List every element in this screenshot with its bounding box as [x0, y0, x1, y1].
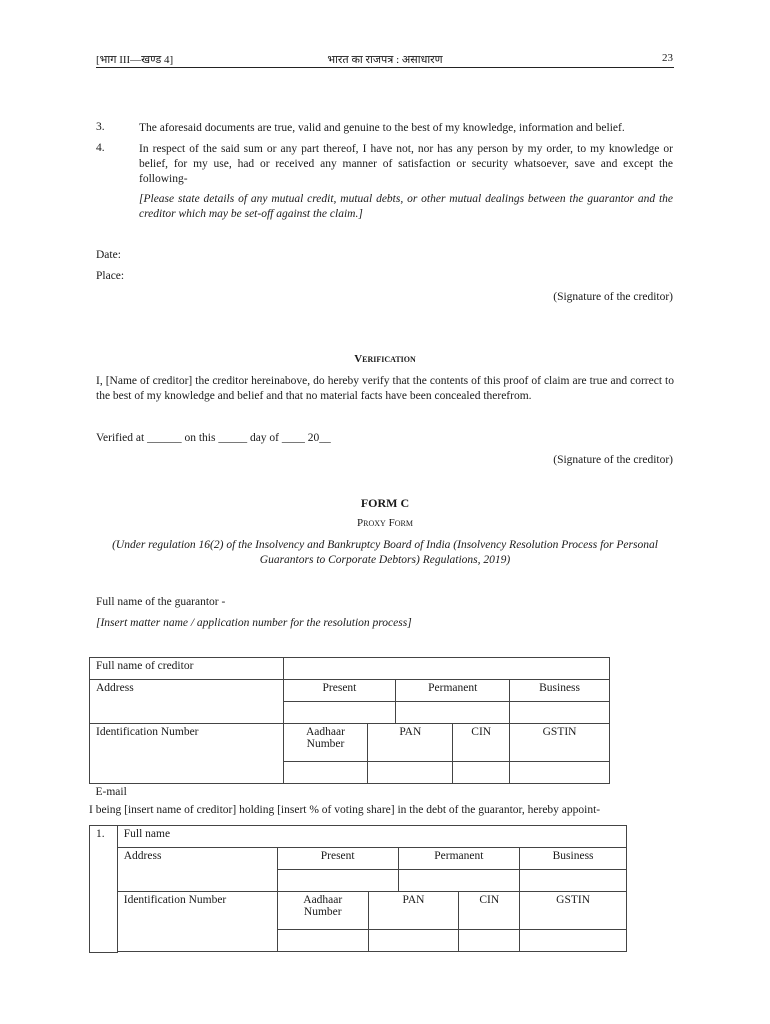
- verified-line: Verified at ______ on this _____ day of ____ 20__: [96, 432, 331, 444]
- proxy-cin-label: CIN: [459, 892, 520, 930]
- guarantor-label: Full name of the guarantor -: [96, 596, 226, 608]
- form-regulation: (Under regulation 16(2) of the Insolvency and Bankruptcy Board of India (Insolvency Resolution Process for Personal Guarantors to Corporate Debtors) Regulations, 2019): [112, 539, 658, 566]
- item-number: 4.: [96, 142, 105, 154]
- present-label: Present: [283, 680, 396, 702]
- date-label: Date:: [96, 249, 121, 261]
- proxy-permanent-field[interactable]: [398, 870, 520, 892]
- business-label: Business: [510, 680, 610, 702]
- item-text: In respect of the said sum or any part thereof, I have not, nor has any person by my order, to my knowledge or belief, for my use, had or received any manner of satisfaction or security whatsoever, save and except the following-: [139, 143, 673, 185]
- proxy-row-number: 1.: [90, 826, 118, 953]
- header-gazette-title: भारत का राजपत्र : असाधारण: [327, 54, 443, 66]
- proxy-permanent-label: Permanent: [398, 848, 520, 870]
- form-subtitle: Proxy Form: [357, 517, 413, 529]
- creditor-name-label: Full name of creditor: [90, 658, 284, 680]
- pan-field[interactable]: [368, 762, 453, 784]
- address-label: Address: [90, 680, 284, 724]
- header-rule: [96, 67, 674, 68]
- aadhaar-label: Aadhaar Number: [283, 724, 368, 762]
- gstin-field[interactable]: [510, 762, 610, 784]
- proxy-details-table: [89, 825, 627, 953]
- email-label: E-mail: [90, 784, 610, 804]
- proxy-present-field[interactable]: [277, 870, 398, 892]
- page-number: 23: [662, 52, 673, 64]
- proxy-pan-field[interactable]: [368, 930, 459, 952]
- proxy-present-label: Present: [277, 848, 398, 870]
- place-label: Place:: [96, 270, 125, 282]
- cin-field[interactable]: [453, 762, 510, 784]
- cin-label: CIN: [453, 724, 510, 762]
- form-title: FORM C: [360, 496, 410, 510]
- proxy-business-field[interactable]: [520, 870, 627, 892]
- permanent-address-field[interactable]: [396, 702, 510, 724]
- matter-note: [Insert matter name / application number for the resolution process]: [96, 617, 412, 629]
- proxy-address-label: Address: [117, 848, 277, 892]
- item-text: The aforesaid documents are true, valid and genuine to the best of my knowledge, information and belief.: [139, 122, 625, 134]
- proxy-full-name-label: Full name: [117, 826, 626, 848]
- creditor-details-table: [89, 657, 610, 804]
- verification-signature: (Signature of the creditor): [553, 454, 673, 466]
- verification-heading: Verification: [354, 353, 416, 365]
- aadhaar-field[interactable]: [283, 762, 368, 784]
- proxy-gstin-field[interactable]: [520, 930, 627, 952]
- identification-label: Identification Number: [90, 724, 284, 784]
- proxy-table-spacer: [117, 952, 626, 953]
- header-part-label: [भाग III—खण्ड 4]: [96, 54, 174, 66]
- proxy-aadhaar-field[interactable]: [277, 930, 368, 952]
- appoint-text: I being [insert name of creditor] holding [insert % of voting share] in the debt of the guarantor, hereby appoint-: [89, 804, 601, 816]
- verification-text: I, [Name of creditor] the creditor hereinabove, do hereby verify that the contents of this proof of claim are true and correct to the best of my knowledge and belief and that no material facts have been concealed therefrom.: [96, 375, 674, 402]
- present-address-field[interactable]: [283, 702, 396, 724]
- proxy-cin-field[interactable]: [459, 930, 520, 952]
- proxy-aadhaar-label: Aadhaar Number: [277, 892, 368, 930]
- creditor-signature: (Signature of the creditor): [553, 291, 673, 303]
- proxy-gstin-label: GSTIN: [520, 892, 627, 930]
- permanent-label: Permanent: [396, 680, 510, 702]
- proxy-identification-label: Identification Number: [117, 892, 277, 952]
- item-note: [Please state details of any mutual credit, mutual debts, or other mutual dealings between the guarantor and the creditor which may be set-off against the claim.]: [139, 193, 673, 220]
- gstin-label: GSTIN: [510, 724, 610, 762]
- pan-label: PAN: [368, 724, 453, 762]
- item-number: 3.: [96, 121, 105, 133]
- business-address-field[interactable]: [510, 702, 610, 724]
- proxy-business-label: Business: [520, 848, 627, 870]
- creditor-name-field[interactable]: [283, 658, 609, 680]
- proxy-pan-label: PAN: [368, 892, 459, 930]
